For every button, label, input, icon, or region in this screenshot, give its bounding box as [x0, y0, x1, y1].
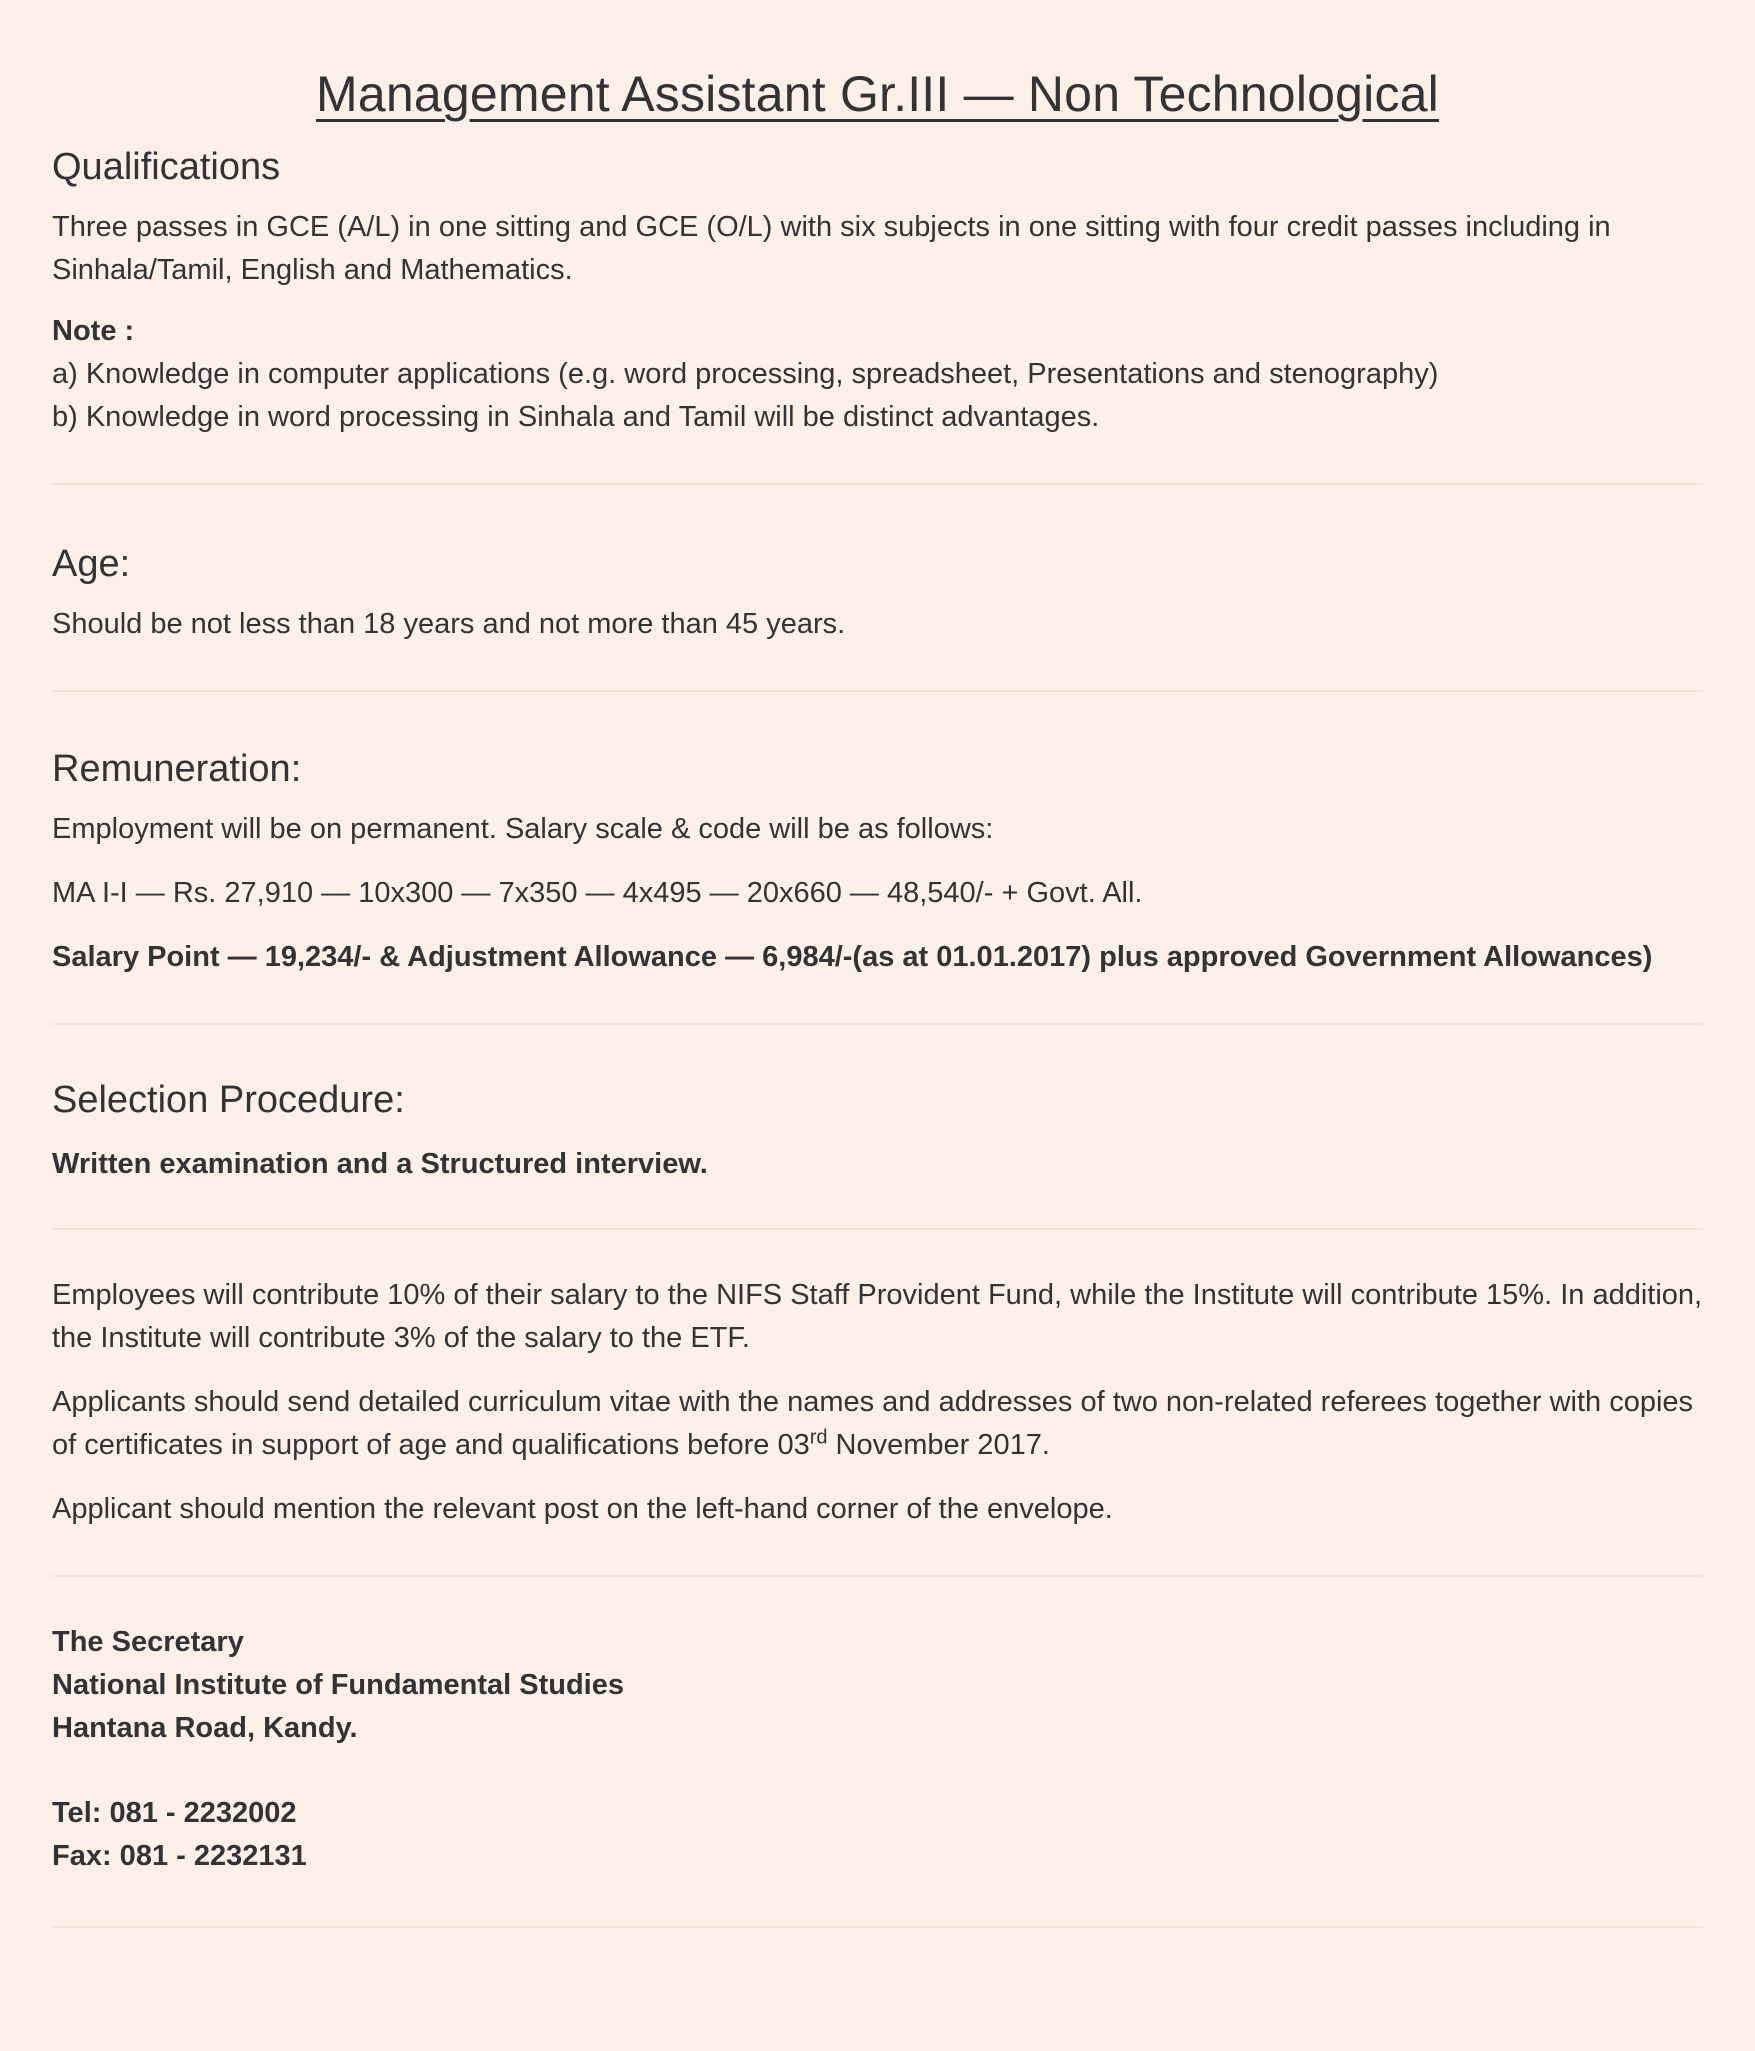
salary-point: Salary Point — 19,234/- & Adjustment Allowance — 6,984/-(as at 01.01.2017) plus approved Government Allowances) — [52, 941, 1653, 973]
note-block — [52, 310, 1703, 439]
qualifications-text: Three passes in GCE (A/L) in one sitting and GCE (O/L) with six subjects in one sitting with four credit passes including in Sinhala/Tamil, English and Mathematics. — [52, 211, 1611, 286]
application-info-section — [52, 1230, 1703, 1577]
note-item-b: b) Knowledge in word processing in Sinhala and Tamil will be distinct advantages. — [52, 401, 1100, 433]
ordinal-suffix: rd — [809, 1426, 828, 1449]
remuneration-intro: Employment will be on permanent. Salary scale & code will be as follows: — [52, 813, 994, 845]
selection-section — [52, 1025, 1703, 1230]
applicants-text-main: Applicants should send detailed curriculum vitae with the names and addresses of two non-related referees together with copies of certificates in support of age and qualifications before 03 — [52, 1386, 1694, 1461]
applicants-text — [52, 1381, 1703, 1467]
contact-address: Hantana Road, Kandy. — [52, 1712, 358, 1744]
contact-spacer — [52, 1750, 1703, 1792]
qualifications-heading: Qualifications — [52, 146, 281, 188]
contact-institute: National Institute of Fundamental Studies — [52, 1669, 624, 1701]
remuneration-heading: Remuneration: — [52, 748, 302, 790]
note-item-a: a) Knowledge in computer applications (e.g. word processing, spreadsheet, Presentations and stenography) — [52, 358, 1439, 390]
envelope-text: Applicant should mention the relevant post on the left-hand corner of the envelope. — [52, 1493, 1113, 1525]
applicants-text-date: November 2017. — [827, 1429, 1050, 1461]
selection-text: Written examination and a Structured interview. — [52, 1148, 708, 1180]
salary-scale: MA I-I — Rs. 27,910 — 10x300 — 7x350 — 4x495 — 20x660 — 48,540/- + Govt. All. — [52, 877, 1143, 909]
contact-tel: Tel: 081 - 2232002 — [52, 1797, 297, 1829]
age-heading: Age: — [52, 543, 131, 585]
age-text: Should be not less than 18 years and not more than 45 years. — [52, 608, 846, 640]
contact-title: The Secretary — [52, 1626, 244, 1658]
qualifications-section — [52, 124, 1703, 485]
selection-heading: Selection Procedure: — [52, 1079, 405, 1121]
page-title: Management Assistant Gr.III — Non Technological — [316, 66, 1439, 122]
contact-section — [52, 1577, 1703, 1928]
contact-fax: Fax: 081 - 2232131 — [52, 1840, 307, 1872]
age-section — [52, 485, 1703, 692]
provident-fund-text: Employees will contribute 10% of their salary to the NIFS Staff Provident Fund, while the Institute will contribute 15%. In addition, the Institute will contribute 3% of the salary to the ETF. — [52, 1279, 1703, 1354]
note-label: Note : — [52, 315, 135, 347]
remuneration-section — [52, 692, 1703, 1025]
